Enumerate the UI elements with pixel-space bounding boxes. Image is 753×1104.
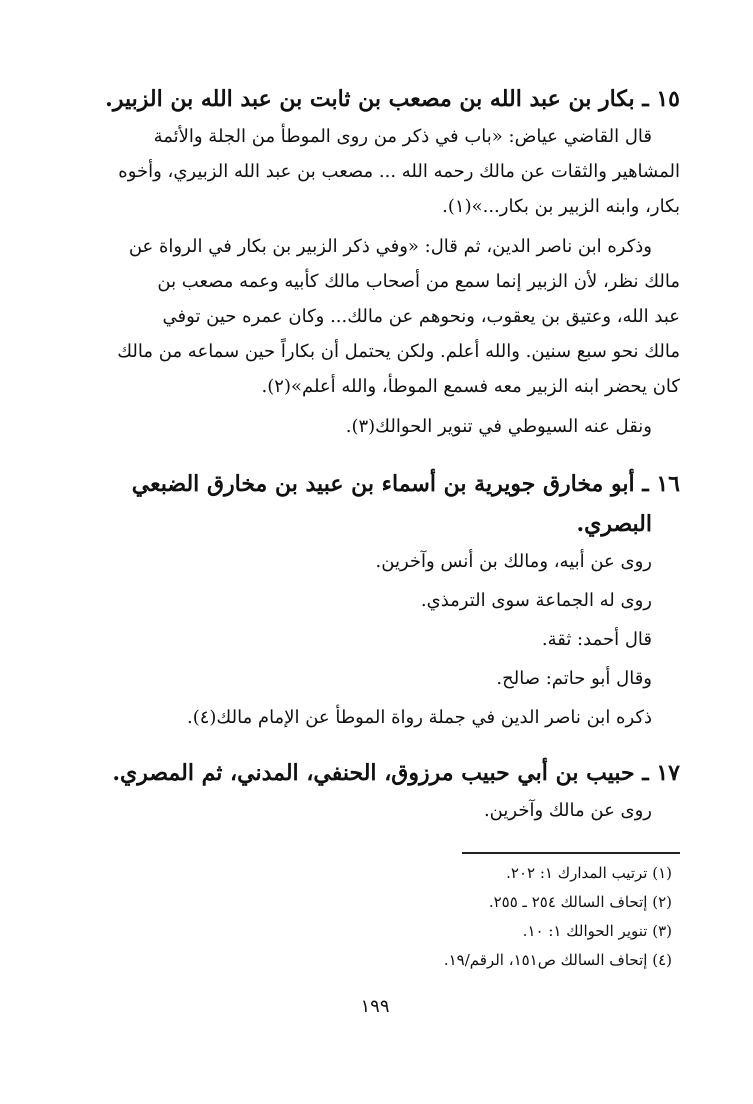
footnote-divider (462, 852, 680, 854)
entry-17-heading: ١٧ ـ حبيب بن أبي حبيب مرزوق، الحنفي، المدني، ثم المصري. (112, 760, 680, 786)
footnote-2: (٢) إتحاف السالك ٢٥٤ ـ ٢٥٥. (488, 893, 672, 911)
entry-15-line-6: عبد الله، وعتيق بن يعقوب، ونحوهم عن مالك... وكان عمره حين توفي (162, 306, 680, 327)
footnote-4: (٤) إتحاف السالك ص١٥١، الرقم/١٩. (443, 951, 672, 969)
entry-15-line-7: مالك نحو سبع سنين. والله أعلم. ولكن يحتمل أن بكاراً حين سماعه من مالك (117, 341, 680, 362)
entry-16-line-3: قال أحمد: ثقة. (541, 629, 652, 650)
entry-16-line-2: روى له الجماعة سوى الترمذي. (420, 590, 652, 611)
entry-15-line-4: وذكره ابن ناصر الدين، ثم قال: «وفي ذكر الزبير بن بكار في الرواة عن (128, 236, 652, 257)
entry-16-line-4: وقال أبو حاتم: صالح. (496, 668, 652, 689)
entry-15-line-2: المشاهير والثقات عن مالك رحمه الله ... مصعب بن عبد الله الزبيري، وأخوه (118, 161, 680, 182)
entry-15-line-5: مالك نظر، لأن الزبير إنما سمع من أصحاب مالك كأبيه وعمه مصعب بن (157, 271, 680, 292)
book-page (70, 0, 680, 1104)
entry-15-line-9: ونقل عنه السيوطي في تنوير الحوالك(٣). (345, 416, 652, 437)
entry-16-heading-line-1: ١٦ ـ أبو مخارق جويرية بن أسماء بن عبيد بن مخارق الضبعي (131, 471, 680, 497)
entry-16-line-5: ذكره ابن ناصر الدين في جملة رواة الموطأ عن الإمام مالك(٤). (186, 707, 652, 728)
entry-15-heading: ١٥ ـ بكار بن عبد الله بن مصعب بن ثابت بن عبد الله بن الزبير. (105, 86, 680, 112)
footnote-3: (٣) تنوير الحوالك ١: ١٠. (522, 922, 672, 940)
footnote-1: (١) ترتيب المدارك ١: ٢٠٢. (506, 864, 672, 882)
entry-16-line-1: روى عن أبيه، ومالك بن أنس وآخرين. (375, 551, 652, 572)
entry-17-line-1: روى عن مالك وآخرين. (483, 800, 652, 821)
entry-15-line-1: قال القاضي عياض: «باب في ذكر من روى الموطأ من الجلة والأئمة (153, 126, 652, 147)
entry-15-line-8: كان يحضر ابنه الزبير معه فسمع الموطأ، والله أعلم»(٢). (261, 376, 680, 397)
entry-15-line-3: بكار، وابنه الزبير بن بكار...»(١). (442, 196, 680, 217)
entry-16-heading-line-2: البصري. (576, 511, 652, 537)
page-number: ١٩٩ (360, 996, 390, 1017)
